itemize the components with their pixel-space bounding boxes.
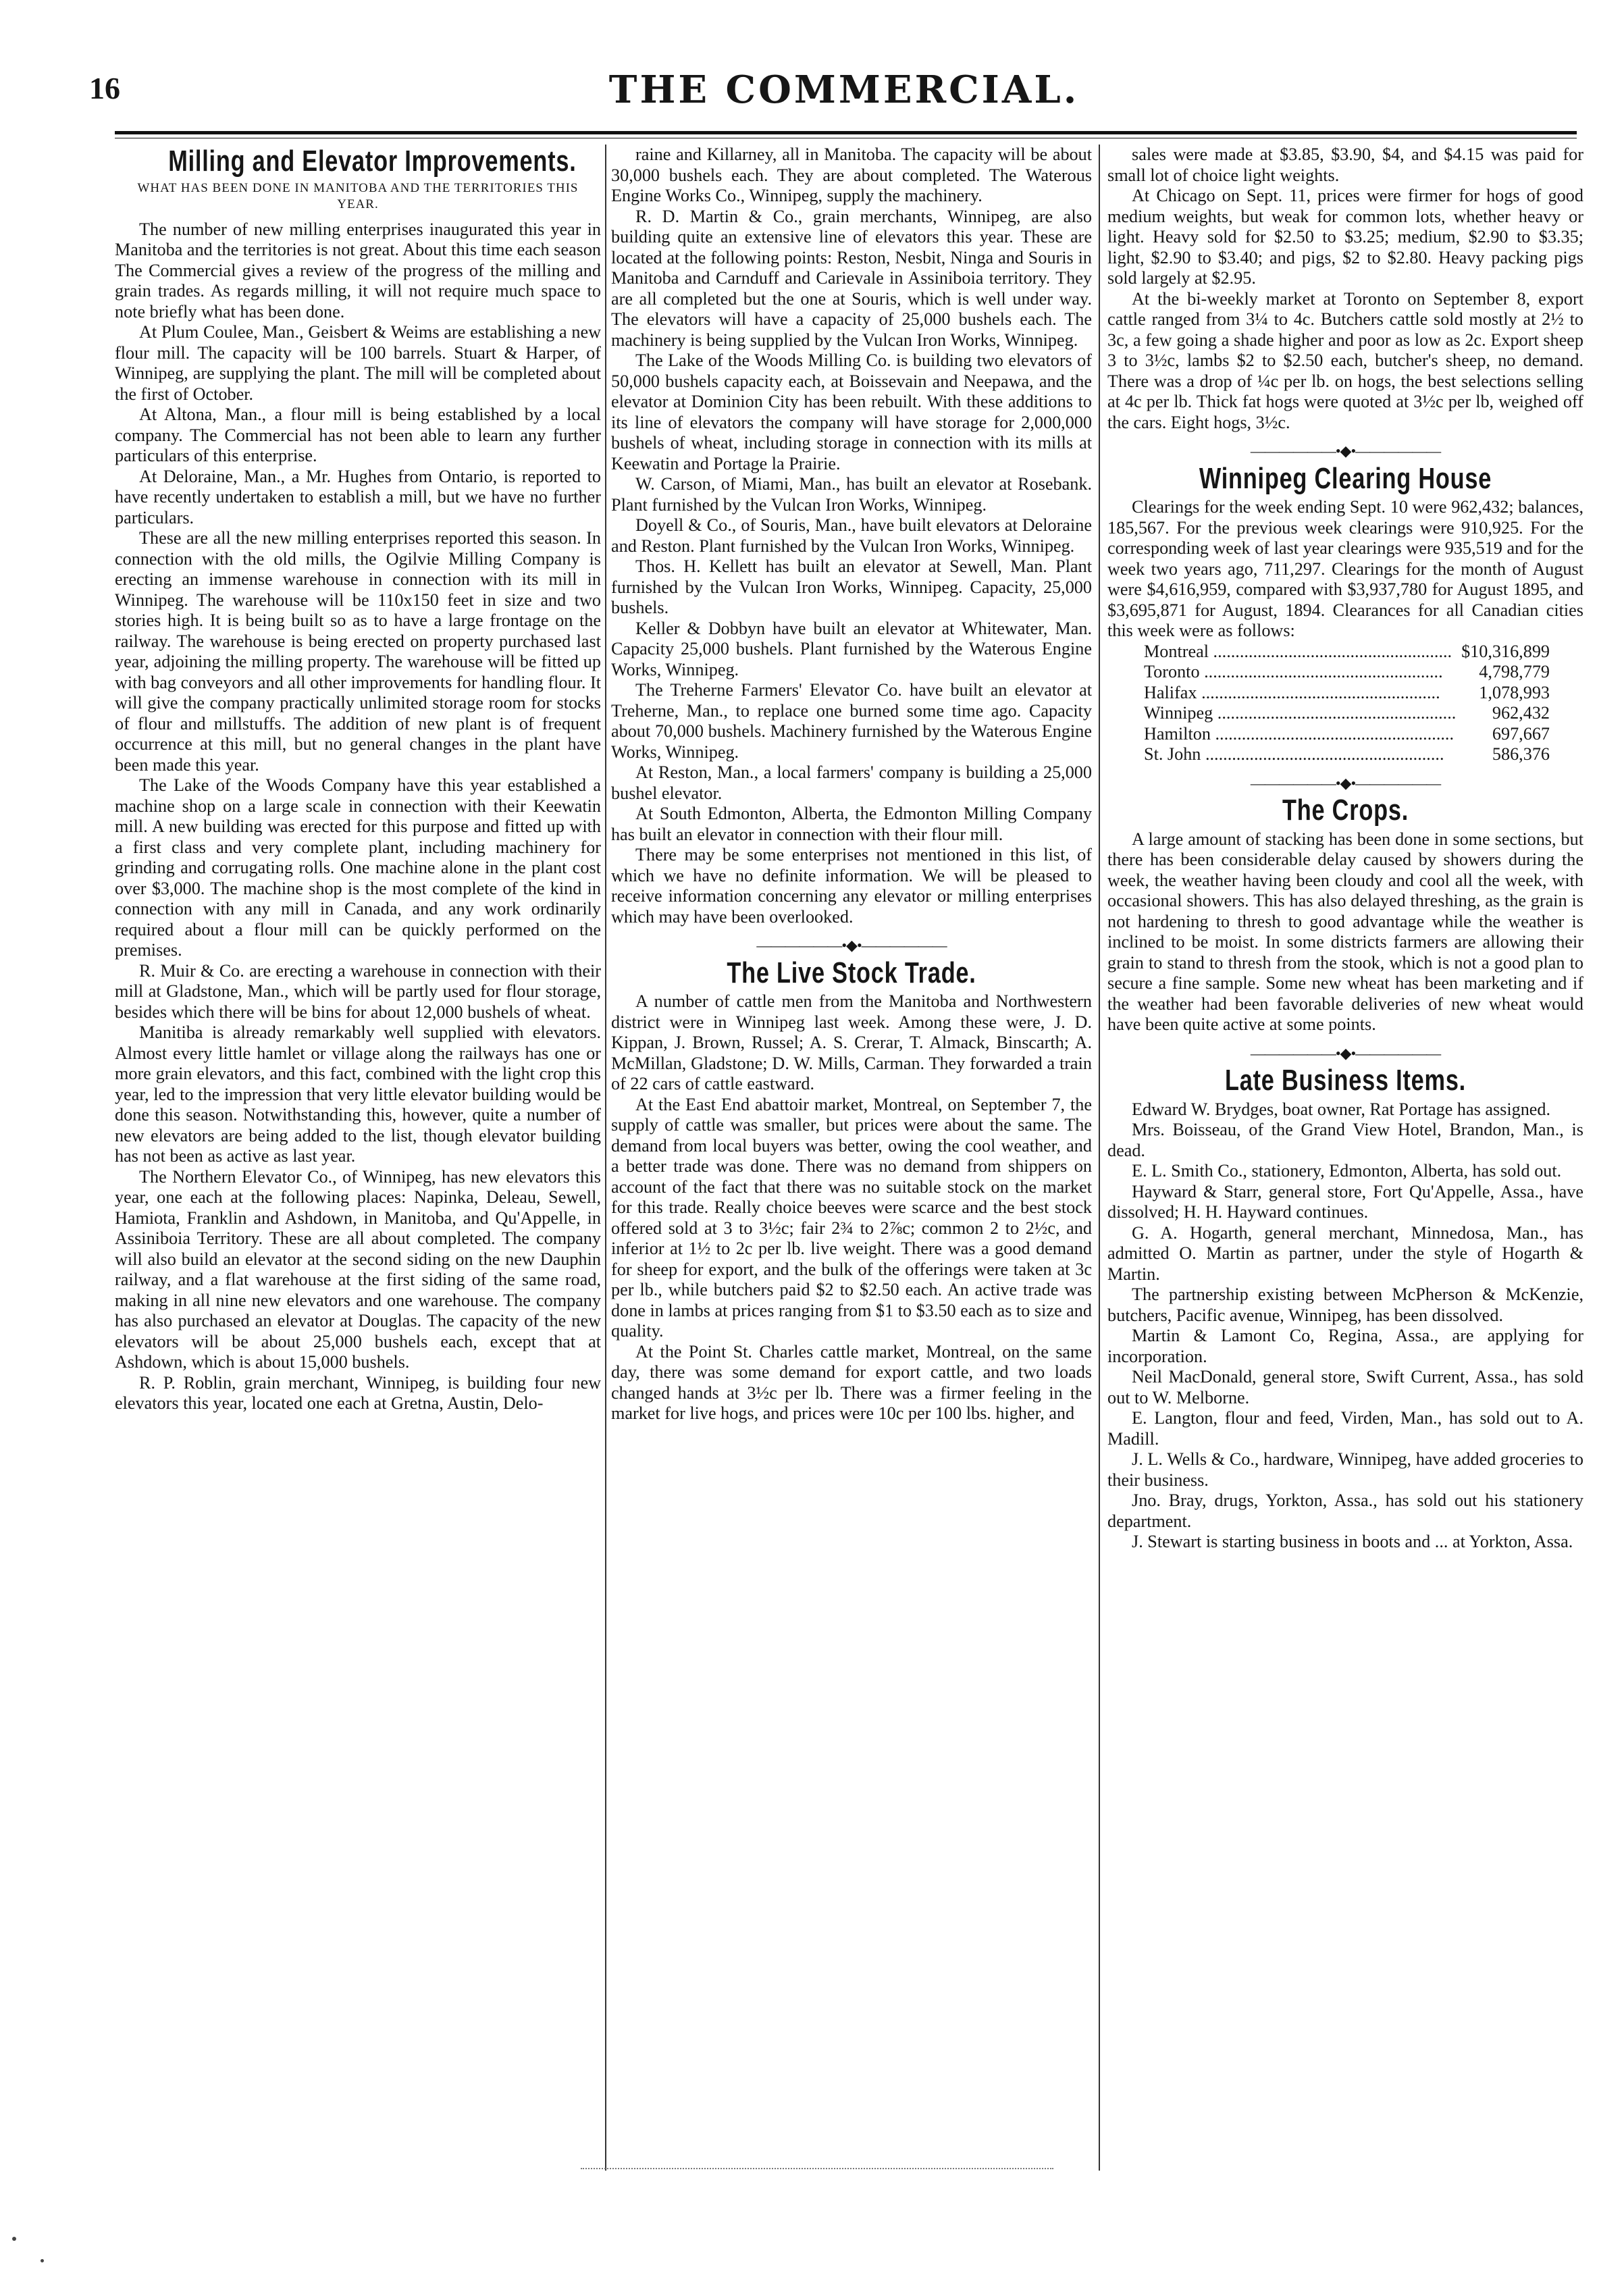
paragraph: At the bi-weekly market at Toronto on September 8, export cattle ranged from 3¼ to 4c. Butchers cattle sold mostly at 2½ to 3c, a few going a shade higher and poor as low as 2c. Export sheep 3 to 3½c, lambs $2 to $2.50 each, butcher's sheep, no demand. There was a drop of ¼c per lb. on hogs, the best selections selling at 4c per lb. Thick fat hogs were quoted at 3½c per lb, weighed off the cars. Eight hogs, 3½c. [1107, 288, 1583, 432]
clearings-row [1144, 662, 1550, 683]
article-heading-live-stock: The Live Stock Trade. [727, 956, 976, 989]
paragraph: E. Langton, flour and feed, Virden, Man., has sold out to A. Madill. [1107, 1408, 1583, 1449]
paragraph: Mrs. Boisseau, of the Grand View Hotel, Brandon, Man., is dead. [1107, 1120, 1583, 1160]
clearings-city: Halifax ..... [1144, 683, 1475, 704]
clearings-table [1107, 642, 1583, 765]
masthead: THE COMMERCIAL. [608, 68, 1080, 112]
paragraph: The Treherne Farmers' Elevator Co. have built an elevator at Treherne, Man., to replace one burned some time ago. Capacity about 70,000 bushels. Machinery furnished by the Waterous Engine Works, Winnipeg. [611, 680, 1092, 762]
section-separator: ——————•◆•—————— [756, 937, 947, 954]
clearings-city: Winnipeg ..... [1144, 703, 1488, 724]
scan-speck [41, 2259, 44, 2262]
page-number: 16 [89, 71, 120, 105]
column-divider [1099, 145, 1100, 2171]
paragraph: At Deloraine, Man., a Mr. Hughes from Ontario, is reported to have recently undertaken to establish a mill, but we have no further particulars. [115, 466, 601, 527]
clearings-city: Toronto ..... [1144, 662, 1475, 683]
paragraph: J. L. Wells & Co., hardware, Winnipeg, have added groceries to their business. [1107, 1449, 1583, 1490]
clearings-amount: 586,376 [1492, 744, 1550, 764]
section-separator: ——————•◆•—————— [1250, 1044, 1441, 1062]
column-1 [115, 145, 601, 2177]
clearings-row [1144, 642, 1550, 663]
paragraph: sales were made at $3.85, $3.90, $4, and $4.15 was paid for small lot of choice light weights. [1107, 145, 1583, 185]
clearings-amount: 962,432 [1492, 703, 1550, 723]
paragraph: raine and Killarney, all in Manitoba. The capacity will be about 30,000 bushels each. They are about completed. The Waterous Engine Works Co., Winnipeg, supply the machinery. [611, 145, 1092, 205]
paragraph: W. Carson, of Miami, Man., has built an elevator at Rosebank. Plant furnished by the Vulcan Iron Works, Winnipeg. [611, 474, 1092, 515]
crops-paragraph: A large amount of stacking has been done in some sections, but there has been considerable delay caused by showers during the week, the weather having been cloudy and cool all the week, with occasional showers. This has also delayed threshing, as the grain is not hardening to thresh to good advantage while the weather is inclined to be moist. In some districts farmers are allowing their grain to stand to thresh from the stook, which is not a good plan to secure a fine sample. Some new wheat has been marketing and if the weather had been favorable deliveries of new wheat would have been quite active at some points. [1107, 829, 1583, 1034]
paragraph: A number of cattle men from the Manitoba and Northwestern district were in Winnipeg last week. Among these were, J. D. Kippan, J. Brown, Russel; A. S. Crerar, T. Almack, Binscarth; A. McMillan, Gladstone; D. W. Mills, Carman. They forwarded a train of 22 cars of cattle eastward. [611, 991, 1092, 1093]
article-body-live-stock-continued [1107, 145, 1583, 433]
paragraph: E. L. Smith Co., stationery, Edmonton, Alberta, has sold out. [1132, 1161, 1562, 1181]
paragraph: There may be some enterprises not mentioned in this list, of which we have no definite information. We will be pleased to receive information concerning any elevator or milling enterprises which may have been overlooked. [611, 845, 1092, 927]
column-divider [605, 145, 606, 2171]
paragraph: At Plum Coulee, Man., Geisbert & Weims are establishing a new flour mill. The capacity will be 100 barrels. Stuart & Harper, of Winnipeg, are supplying the plant. The mill will be completed about the first of October. [115, 322, 601, 404]
clearings-row [1144, 744, 1550, 765]
article-heading-clearing-house: Winnipeg Clearing House [1199, 461, 1492, 495]
paragraph: At the Point St. Charles cattle market, Montreal, on the same day, there was some demand for export cattle, and two loads changed hands at 3½c per lb. There was a firmer feeling in the market for live hogs, and prices were 10c per 100 lbs. higher, and [611, 1341, 1092, 1423]
paragraph: The Northern Elevator Co., of Winnipeg, has new elevators this year, one each at the following places: Napinka, Deleau, Sewell, Hamiota, Franklin and Ashdown, in Manitoba, and Qu'Appelle, in Assiniboia Territory. These are all about completed. The company will also build an elevator at the second siding on the new Dauphin railway, and a flat warehouse at the first siding of the same road, making in all nine new elevators and one warehouse. The company has also purchased an elevator at Douglas. The capacity of the new elevators will be about 25,000 bushels each, except that at Ashdown, which is about 15,000 bushels. [115, 1166, 601, 1372]
paragraph: At Reston, Man., a local farmers' company is building a 25,000 bushel elevator. [611, 762, 1092, 803]
paragraph: G. A. Hogarth, general merchant, Minnedosa, Man., has admitted O. Martin as partner, under the style of Hogarth & Martin. [1107, 1222, 1583, 1284]
paragraph: R. D. Martin & Co., grain merchants, Winnipeg, are also building quite an extensive line of elevators this year. These are located at the following points: Reston, Nesbit, Ninga and Souris in Manitoba and Carnduff and Carievale in Assiniboia territory. They are all completed but the one at Souris, which is well under way. The elevators will have a capacity of 25,000 bushels each. The machinery is being supplied by the Vulcan Iron Works, Winnipeg. [611, 206, 1092, 350]
business-items-list [1107, 1099, 1583, 1553]
clearings-amount: 697,667 [1492, 723, 1550, 744]
paragraph: The Lake of the Woods Milling Co. is building two elevators of 50,000 bushels capacity each, at Boissevain and Neepawa, and the elevator at Dominion City has been rebuilt. With these additions to its line of elevators the company will have storage for 2,000,000 bushels of wheat, including storage in connection with its mills at Keewatin and Portage la Prairie. [611, 351, 1092, 473]
article-body-live-stock [611, 991, 1092, 1424]
scan-speck [12, 2237, 16, 2241]
paragraph: J. Stewart is starting business in boots and ... at Yorkton, Assa. [1132, 1532, 1573, 1551]
clearings-city: Hamilton ..... [1144, 724, 1488, 745]
paragraph: Thos. H. Kellett has built an elevator at Sewell, Man. Plant furnished by the Vulcan Iron Works, Winnipeg. Capacity, 25,000 bushels. [611, 556, 1092, 617]
paragraph: Martin & Lamont Co, Regina, Assa., are applying for incorporation. [1107, 1326, 1583, 1366]
paragraph: At the East End abattoir market, Montreal, on September 7, the supply of cattle was smaller, but prices were about the same. The demand from local buyers was better, owing the cool weather, and a better trade was done. There was no demand from shippers on account of the fact that there was no suitable stock on the market for this trade. Really choice beeves were scarce and the best stock offered sold at 3 to 3½c; fair 2¾ to 2⅞c; common 2 to 2½c, and inferior at 1½ to 2c per lb. live weight. There was a good demand for sheep for export, and the bulk of the offerings were taken at 3c per lb., while butchers paid $2 to $2.50 each. An active trade was done in lambs at prices ranging from $1 to $3.50 each as to size and quality. [611, 1094, 1092, 1341]
clearings-row [1144, 683, 1550, 704]
paragraph: At Chicago on Sept. 11, prices were firmer for hogs of good medium weights, but weak for common lots, whether heavy or light. Heavy sold for $2.50 to $3.25; medium, $2.90 to $3.35; light, $2.90 to $3.40; and pigs, $2 to $2.80. Heavy packing pigs sold largely at $2.95. [1107, 186, 1583, 288]
clearing-house-paragraph: Clearings for the week ending Sept. 10 were 962,432; balances, 185,567. For the previous week clearings were 910,925. For the corresponding week of last year clearings were 935,519 and for the week two years ago, 711,297. Clearings for the month of August were $4,616,959, compared with $3,937,780 for August 1895, and $3,695,871 for August, 1894. Clearances for all Canadian cities this week were as follows: [1107, 497, 1583, 640]
section-separator: ——————•◆•—————— [1250, 774, 1441, 792]
article-subheading: WHAT HAS BEEN DONE IN MANITOBA AND THE TERRITORIES THIS YEAR. [137, 180, 579, 211]
article-heading-crops: The Crops. [1282, 794, 1409, 827]
paragraph: Keller & Dobbyn have built an elevator at Whitewater, Man. Capacity 25,000 bushels. Plant furnished by the Waterous Engine Works, Winnipeg. [611, 618, 1092, 679]
clearings-row [1144, 703, 1550, 724]
article-body-milling [115, 219, 601, 1414]
article-heading-milling: Milling and Elevator Improvements. [168, 145, 577, 178]
article-heading-business-items: Late Business Items. [1224, 1064, 1467, 1097]
paragraph: The Lake of the Woods Company have this year established a machine shop on a large scale in connection with their Keewatin mill. A new building was erected for this purpose and fitted up with a first class and very complete plant, including machinery for grinding and corrugating rolls. One machine alone in the plant cost over $3,000. The machine shop is the most complete of the kind in connection with any mill in Canada, and any work ordinarily required about a flour mill can be quickly performed on the premises. [115, 775, 601, 960]
column-2 [611, 145, 1092, 2177]
paragraph: At South Edmonton, Alberta, the Edmonton Milling Company has built an elevator in connection with their flour mill. [611, 804, 1092, 844]
paragraph: Manitiba is already remarkably well supplied with elevators. Almost every little hamlet or village along the railways has one or more grain elevators, and this fact, combined with the light crop this year, led to the impression that very little elevator building would be done this season. Notwithstanding this, however, quite a number of new elevators are being added to the list, though elevator building has not been as active as last year. [115, 1022, 601, 1166]
clearings-amount: 1,078,993 [1479, 682, 1550, 702]
paragraph: R. Muir & Co. are erecting a warehouse in connection with their mill at Gladstone, Man., which will be partly used for flour storage, besides which there will be bins for about 12,000 bushels of wheat. [115, 960, 601, 1022]
clearings-amount: $10,316,899 [1461, 641, 1550, 661]
paragraph: Doyell & Co., of Souris, Man., have built elevators at Deloraine and Reston. Plant furnished by the Vulcan Iron Works, Winnipeg. [611, 515, 1092, 556]
clearings-amount: 4,798,779 [1479, 662, 1550, 681]
paragraph: These are all the new milling enterprises reported this season. In connection with the old mills, the Ogilvie Milling Company is erecting an immense warehouse in connection with its mill in Winnipeg. The warehouse will be 110x150 feet in size and two stories high. It is being built so as to have a large frontage on the railway. The warehouse is being erected on property purchased last year, adjoining the milling property. The warehouse will be fitted up with bag conveyors and all other improvements for handling flour. It will give the company practically unlimited storage room for stocks of flour and millstuffs. The addition of new plant is of frequent occurrence at this mill, but no general changes in the plant have been made this year. [115, 528, 601, 775]
paragraph: R. P. Roblin, grain merchant, Winnipeg, is building four new elevators this year, located one each at Gretna, Austin, Delo- [115, 1372, 601, 1413]
paragraph: Edward W. Brydges, boat owner, Rat Portage has assigned. [1132, 1099, 1551, 1119]
paragraph: Jno. Bray, drugs, Yorkton, Assa., has sold out his stationery department. [1107, 1491, 1583, 1531]
clearings-city: St. John ..... [1144, 744, 1488, 765]
clearings-row [1144, 724, 1550, 745]
paragraph: Neil MacDonald, general store, Swift Current, Assa., has sold out to W. Melborne. [1107, 1367, 1583, 1407]
clearings-city: Montreal ..... [1144, 642, 1457, 663]
paragraph: The partnership existing between McPherson & McKenzie, butchers, Pacific avenue, Winnipeg, has been dissolved. [1107, 1285, 1583, 1325]
section-separator: ——————•◆•—————— [1250, 442, 1441, 459]
bottom-scan-artifact [581, 2168, 1053, 2183]
column-3 [1107, 145, 1583, 2177]
article-body-milling-continued [611, 145, 1092, 927]
masthead-rule [115, 131, 1577, 138]
paragraph: The number of new milling enterprises inaugurated this year in Manitoba and the territories is not great. About this time each season The Commercial gives a review of the progress of the milling and grain trades. As regards milling, it will not require much space to note briefly what has been done. [115, 219, 601, 321]
paragraph: Hayward & Starr, general store, Fort Qu'Appelle, Assa., have dissolved; H. H. Hayward continues. [1107, 1181, 1583, 1222]
paragraph: At Altona, Man., a flour mill is being established by a local company. The Commercial has not been able to learn any further particulars of this enterprise. [115, 405, 601, 465]
